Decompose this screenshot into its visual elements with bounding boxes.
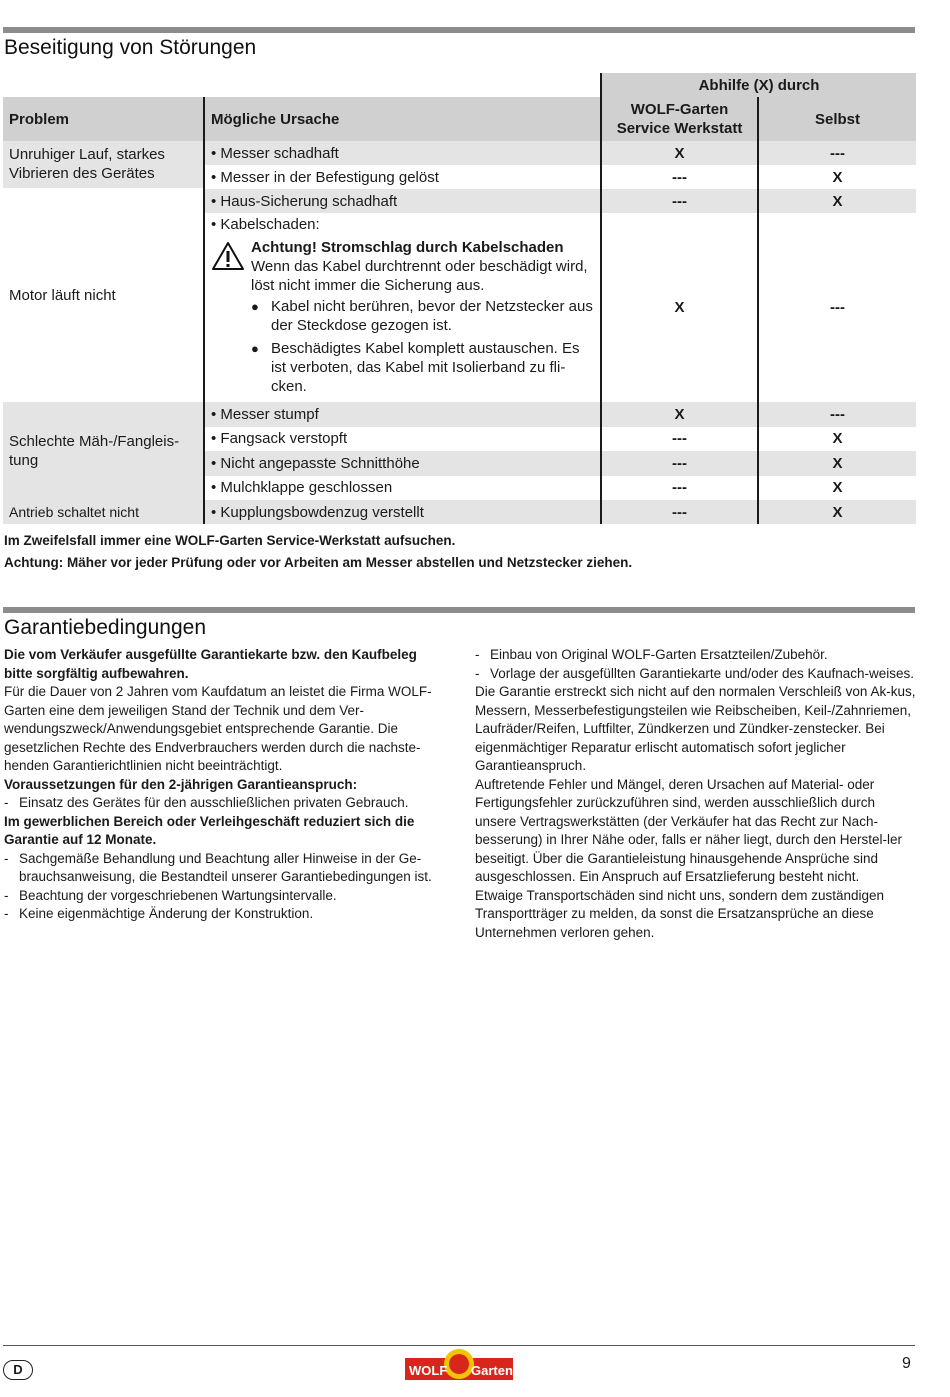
note-service: Im Zweifelsfall immer eine WOLF-Garten Service-Werkstatt aufsuchen. bbox=[4, 533, 456, 548]
cause-cell: • Kabelschaden: Achtung! Stromschlag durch Kabelschaden Wenn das Kabel durchtrennt oder beschädigt wird, löst nicht immer die Sicherung aus. ● Kabel nicht berühren, bevor der Netzstecker aus der Steckdose gezogen ist. ● Beschädigtes Kabel komplett austauschen. Es ist verboten, das Kabel mit Isolierband zu fli-cken. bbox=[204, 213, 601, 402]
header-problem: Problem bbox=[3, 97, 204, 141]
group-header: Abhilfe (X) durch bbox=[601, 73, 916, 97]
cause-cell: • Haus-Sicherung schadhaft bbox=[204, 189, 601, 213]
self-cell: X bbox=[832, 503, 843, 521]
header-service: WOLF-Garten Service Werkstatt bbox=[601, 97, 758, 141]
list-item: - Sachgemäße Behandlung und Beachtung aller Hinweise in der Ge-brauchsanweisung, die Bestandteil unserer Garantiebedingungen ist. bbox=[4, 850, 432, 884]
table-row bbox=[3, 141, 916, 165]
table-row bbox=[3, 189, 916, 213]
cause-cell: • Fangsack verstopft bbox=[204, 427, 601, 452]
list-item: - Einbau von Original WOLF-Garten Ersatzteilen/Zubehör. bbox=[475, 647, 828, 662]
cause-cell: • Messer stumpf bbox=[204, 402, 601, 427]
problem-cell: Antrieb schaltet nicht bbox=[3, 500, 204, 524]
section-title-guarantee: Garantiebedingungen bbox=[4, 616, 207, 639]
cause-cell: • Nicht angepasste Schnitthöhe bbox=[204, 451, 601, 476]
problem-cell: Motor läuft nicht bbox=[3, 189, 204, 402]
guarantee-paragraph: Auftretende Fehler und Mängel, deren Ursachen auf Material- oder Fertigungsfehler zurückzuführen sind, werden ausschließlich durch unsere Vertragswerkstätten (der Verkäufer hat das Recht zur Nach-besserung) in Ihrer Nähe oder, falls er näher liegt, durch den Herstel-ler beseitigt. Über die Garantieleistung hinausgehende Ansprüche sind ausgeschlossen. Ein Anspruch auf Ersatzlieferung besteht nicht. bbox=[475, 776, 902, 884]
list-item: ● Beschädigtes Kabel komplett austauschen. Es ist verboten, das Kabel mit Isolierband zu fli-cken. bbox=[251, 340, 580, 395]
self-cell: X bbox=[758, 189, 916, 213]
guarantee-right-column bbox=[475, 646, 917, 942]
warning-block bbox=[211, 238, 594, 396]
list-item: - Einsatz des Gerätes für den ausschließlichen privaten Gebrauch. bbox=[4, 795, 409, 810]
section-rule bbox=[3, 27, 915, 33]
service-cell: --- bbox=[601, 189, 758, 213]
guarantee-paragraph: Die Garantie erstreckt sich nicht auf den normalen Verschleiß von Ak-kus, Messern, Messerbefestigungsteilen wie Reibscheiben, Keil-/Zahnriemen, Laufräder/Reifen, Luftfilter, Zündkerzen und Zündker-zenstecker. Bei eigenmächtiger Reparatur erlischt automatisch sofort jeglicher Garantieanspruch. bbox=[475, 684, 916, 773]
guarantee-requirements-heading: Voraussetzungen für den 2-jährigen Garantieanspruch: bbox=[4, 776, 358, 792]
table-row bbox=[3, 500, 916, 524]
guarantee-left-column bbox=[4, 646, 446, 924]
bullet-dot-icon: ● bbox=[251, 341, 259, 356]
guarantee-paragraph: Für die Dauer von 2 Jahren vom Kaufdatum an leistet die Firma WOLF-Garten eine dem jeweiligen Stand der Technik und dem Ver-wendungszweck/Anwendungsgebiet entsprechende Garantie. Die gesetzlichen Rechte des Endverbrauchers werden durch die nachste-henden Garantierichtlinien nicht beeinträchtigt. bbox=[4, 684, 432, 773]
list-item: - Beachtung der vorgeschriebenen Wartungsintervalle. bbox=[4, 887, 337, 903]
page-number: 9 bbox=[902, 1355, 911, 1372]
svg-text:WOLF: WOLF bbox=[409, 1363, 448, 1378]
service-cell: X bbox=[601, 402, 758, 427]
cause-cell: • Messer schadhaft bbox=[204, 141, 601, 165]
troubleshooting-table bbox=[3, 73, 916, 524]
service-cell: --- bbox=[601, 500, 758, 524]
list-item: ● Kabel nicht berühren, bevor der Netzstecker aus der Steckdose gezogen ist. bbox=[251, 298, 593, 334]
cause-cell: • Mulchklappe geschlossen bbox=[204, 476, 601, 501]
svg-text:Garten: Garten bbox=[471, 1363, 513, 1378]
service-cell: X bbox=[601, 213, 758, 402]
header-self: Selbst bbox=[815, 110, 861, 128]
self-cell: X bbox=[832, 430, 843, 448]
guarantee-intro: Die vom Verkäufer ausgefüllte Garantiekarte bzw. den Kaufbeleg bitte sorgfältig aufbewahren. bbox=[4, 647, 417, 681]
guarantee-paragraph: Etwaige Transportschäden sind nicht uns, sondern dem zuständigen Transportträger zu melden, da sonst die Ersatzansprüche an diese Unternehmen verloren gehen. bbox=[475, 887, 885, 940]
problem-cell: Unruhiger Lauf, starkes Vibrieren des Gerätes bbox=[3, 141, 204, 189]
list-item: - Vorlage der ausgefüllten Garantiekarte und/oder des Kaufnach-weises. bbox=[475, 665, 915, 681]
self-cell: X bbox=[832, 479, 843, 497]
note-warning: Achtung: Mäher vor jeder Prüfung oder vor Arbeiten am Messer abstellen und Netzstecker ziehen. bbox=[4, 555, 633, 570]
cause-cell: • Messer in der Befestigung gelöst bbox=[204, 165, 601, 189]
self-cell: --- bbox=[830, 405, 845, 423]
self-cell: --- bbox=[830, 299, 845, 316]
guarantee-commercial-note: Im gewerblichen Bereich oder Verleihgeschäft reduziert sich die Garantie auf 12 Monate. bbox=[4, 813, 415, 847]
self-cell: X bbox=[832, 168, 843, 186]
cause-cell: • Kupplungsbowdenzug verstellt bbox=[204, 500, 601, 524]
section-rule bbox=[3, 607, 915, 613]
service-cell: --- bbox=[601, 451, 758, 476]
wolf-garten-logo bbox=[405, 1348, 513, 1384]
problem-cell: Schlechte Mäh-/Fangleis-tung bbox=[3, 402, 204, 500]
bullet-dot-icon: ● bbox=[251, 299, 259, 314]
table-row bbox=[3, 402, 916, 427]
section-title-troubleshooting: Beseitigung von Störungen bbox=[4, 36, 257, 59]
self-cell: --- bbox=[758, 141, 916, 165]
table-header-row bbox=[3, 97, 916, 141]
service-cell: --- bbox=[601, 476, 758, 501]
service-cell: X bbox=[601, 141, 758, 165]
service-cell: --- bbox=[601, 165, 758, 189]
list-item: - Keine eigenmächtige Änderung der Konstruktion. bbox=[4, 906, 314, 921]
warning-title: Achtung! Stromschlag durch Kabelschaden bbox=[251, 239, 564, 256]
warning-triangle-icon bbox=[211, 241, 245, 271]
language-badge: D bbox=[3, 1360, 33, 1380]
service-cell: --- bbox=[601, 427, 758, 452]
footer-rule bbox=[3, 1345, 915, 1346]
header-cause: Mögliche Ursache bbox=[204, 97, 601, 141]
warning-text: Wenn das Kabel durchtrennt oder beschädigt wird, löst nicht immer die Sicherung aus. bbox=[251, 258, 588, 294]
self-cell: X bbox=[832, 454, 843, 472]
